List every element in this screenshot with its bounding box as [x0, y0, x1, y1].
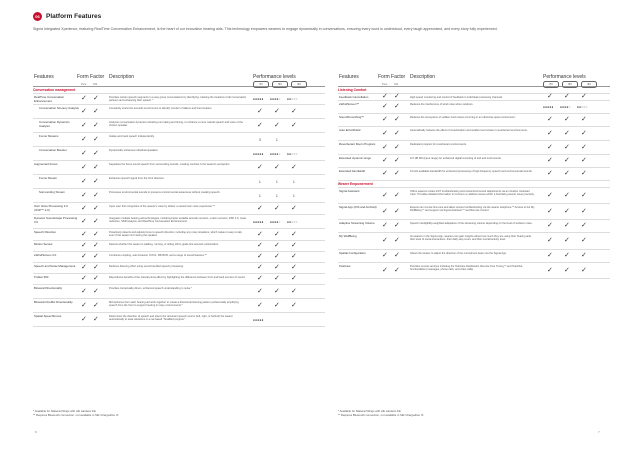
level-check-icon: ✓: [257, 230, 263, 238]
level-check-icon: ✓: [291, 121, 297, 129]
page-header: [33, 12, 101, 21]
silk-check-icon: ✓: [394, 252, 400, 259]
feature-name: Own Voice Processing 2.0 (OVP™ 2.0): [34, 204, 68, 212]
level-check-icon: ✓: [581, 237, 587, 244]
pure-check-icon: ✓: [81, 253, 87, 260]
silk-check-icon: ✓: [93, 121, 99, 129]
level-value: 1: [293, 193, 295, 198]
pure-check-icon: ✓: [382, 93, 388, 100]
left-row: [33, 189, 325, 203]
pure-check-icon: ✓: [81, 177, 87, 185]
level-check-icon: ✓: [547, 237, 553, 244]
level-value: ●●○○○: [287, 151, 298, 156]
silk-check-icon: ✓: [394, 170, 400, 177]
left-row: [33, 241, 325, 252]
pure-check-icon: ✓: [382, 266, 388, 274]
level-check-icon: ✓: [547, 157, 553, 164]
feature-name: Focus Streams: [39, 134, 59, 138]
feature-name: Binaural OneMic Directionality: [34, 300, 73, 304]
pure-check-icon: ✓: [382, 222, 388, 229]
feature-name: Surrounding Stream: [39, 190, 65, 194]
feature-description: Its wearers in the Signia App, wearers can gain insights about how much they are using their hearing aids, their level of social interactions, their daily step count, and their overall activity level.: [410, 235, 532, 242]
level-check-icon: ✓: [564, 222, 570, 229]
col-form-factor-header: Form Factor: [378, 74, 406, 80]
pure-check-icon: ✓: [382, 252, 388, 259]
level-check-icon: ✓: [564, 207, 570, 215]
col-form-factor-header: Form Factor: [77, 74, 105, 80]
pure-check-icon: ✓: [382, 170, 388, 177]
left-row: [33, 229, 325, 241]
col-description-header: Description: [410, 74, 436, 80]
level-check-icon: ✓: [257, 242, 263, 249]
feature-description: Processes environmental sounds to preserve environmental awareness without masking speech.: [109, 191, 221, 194]
level-check-icon: ✓: [547, 129, 553, 137]
level-value: ●●●●●: [253, 97, 264, 101]
feature-description: Enhances speech signal from the front direction.: [109, 177, 165, 180]
level-check-icon: ✓: [291, 242, 297, 249]
feature-description: Provides certain speech segments in a way group conversations by identifying, tracking the locations of all conversation partners and enhancing their speech.*: [109, 96, 247, 103]
silk-check-icon: ✓: [93, 191, 99, 199]
level-check-icon: ✓: [257, 264, 263, 271]
level-check-icon: ✓: [291, 204, 297, 212]
feature-description: Constantly scans the acoustic environment to identify number of talkers and their location.: [109, 107, 213, 110]
pure-check-icon: ✓: [81, 107, 87, 115]
level-check-icon: ✓: [274, 107, 280, 115]
silk-subheader: Silk: [93, 83, 98, 86]
silk-check-icon: ✓: [93, 217, 99, 225]
feature-description: Provides remote services including the TeleCare Dashboard, Remote Fine Tuning,** and TeleChat functionalities (messages, phone calls, and video calls).: [410, 265, 523, 272]
footnote: * Available for bilateral fittings with silk wireless link: [338, 409, 401, 413]
feature-name: Extended dynamic range: [339, 156, 371, 160]
silk-check-icon: ✓: [93, 204, 99, 212]
feature-description: Provides contextually-driven, enhanced speech understanding in noise.*: [109, 287, 192, 290]
level-value: 1: [276, 193, 278, 198]
empower-row: [338, 233, 610, 250]
left-row: [33, 215, 325, 229]
level-check-icon: ✓: [564, 266, 570, 274]
silk-check-icon: ✓: [394, 222, 400, 229]
level-value: 1: [276, 179, 278, 184]
level-value: ●●●●○: [270, 97, 281, 101]
level-pill: 3IX: [291, 81, 307, 88]
level-check-icon: ✓: [547, 116, 553, 123]
level-check-icon: ✓: [581, 116, 587, 123]
pure-check-icon: ✓: [81, 191, 87, 199]
level-check-icon: ✓: [274, 121, 280, 129]
left-row: [33, 133, 325, 147]
level-check-icon: ✓: [274, 204, 280, 212]
level-check-icon: ✓: [581, 170, 587, 177]
pure-check-icon: ✓: [81, 121, 87, 129]
feature-name: TruEar 360: [34, 275, 49, 279]
feature-name: Conversation Dynamics Analysis: [39, 120, 70, 128]
silk-check-icon: ✓: [93, 242, 99, 249]
feature-name: Spatial Configuration: [339, 251, 366, 255]
footnote: * Available for bilateral fittings with silk wireless link: [33, 409, 96, 413]
page-title: Platform Features: [46, 13, 102, 20]
feature-name: Adaptive Streaming Volume: [339, 221, 375, 225]
feature-description: Isolate and track speech independently.: [109, 135, 155, 138]
silk-check-icon: ✓: [394, 93, 400, 100]
level-check-icon: ✓: [257, 121, 263, 129]
feature-description: Automatically reduces the effect of reverberation and sudden loud noises in reverberant environments.: [410, 129, 528, 132]
level-pills: [543, 81, 597, 88]
comfort-row: [338, 114, 610, 127]
level-check-icon: ✓: [581, 191, 587, 199]
level-value: ●●○○○: [577, 105, 588, 109]
comfort-row: [338, 127, 610, 141]
left-row: [33, 313, 325, 327]
level-value: 1: [276, 137, 278, 142]
left-feature-table: [33, 74, 325, 327]
feature-name: Reverberant Room Program: [339, 142, 376, 146]
feature-description: High speed monitoring and control of feedback in individual processing channels.: [410, 96, 504, 99]
footnote: ** Requires Bluetooth connection, not available in Silk Charge&Go IX: [33, 412, 119, 417]
pure-check-icon: ✓: [81, 242, 87, 249]
silk-check-icon: ✓: [394, 237, 400, 244]
pure-check-icon: ✓: [382, 116, 388, 123]
feature-name: Spatial SpeechFocus: [34, 314, 62, 318]
level-value: ●●●●●: [253, 317, 264, 322]
feature-name: Motion Sensor: [34, 242, 53, 246]
level-check-icon: ✓: [274, 301, 280, 309]
right-footnotes: [338, 410, 424, 417]
page-number-left: 6: [35, 430, 37, 434]
silk-check-icon: ✓: [394, 157, 400, 164]
feature-name: Dynamic Soundscape Processing 3.0: [34, 216, 78, 224]
left-row: [33, 161, 325, 175]
pure-check-icon: ✓: [81, 230, 87, 238]
level-value: 3: [259, 137, 261, 142]
empower-row: [338, 204, 610, 220]
col-performance-header: Performance levels: [253, 74, 296, 80]
feature-name: Focus Stream: [39, 176, 57, 180]
feature-description: Experts can remote fine-tune and allow remote troubleshooting via the wearer telephone.** Access to the My WellBeing,** and support via Signia Assistant.** and Remote Control.: [410, 206, 535, 213]
level-check-icon: ✓: [274, 163, 280, 171]
level-check-icon: ✓: [274, 242, 280, 249]
level-check-icon: ✓: [547, 266, 553, 274]
intro-text: Signia Integrated Xperience, featuring RealTime Conversation Enhancement, is the heart of our innovative hearing aids. This technology empowers wearers to engage dynamically in conversations, ensuring every word is understood, every laugh appreciated, and every story fully experienced.: [33, 27, 498, 31]
level-check-icon: ✓: [564, 116, 570, 123]
level-check-icon: ✓: [547, 93, 553, 100]
pure-check-icon: ✓: [382, 143, 388, 151]
level-check-icon: ✓: [291, 253, 297, 260]
silk-check-icon: ✓: [93, 253, 99, 260]
feature-description: Reduces listening effort using sound handled speech processing.: [109, 265, 184, 268]
level-value: ●●●●●: [253, 151, 264, 156]
left-row: [33, 274, 325, 285]
section-badge: 06: [33, 12, 42, 21]
feature-name: Extended bandwidth: [339, 169, 366, 173]
pure-subheader: Pure: [382, 83, 388, 86]
feature-name: eWindScreen 4.0: [34, 253, 57, 257]
right-feature-table: [338, 74, 610, 279]
feature-description: Reduces the interference of wind noise when outdoors.: [410, 103, 474, 106]
comfort-row: [338, 101, 610, 114]
feature-description: Upon user first recognition of the wearer's voice by deliver a natural own voice experience.**: [109, 205, 215, 208]
pure-check-icon: ✓: [81, 264, 87, 271]
level-value: 1: [259, 179, 261, 184]
level-check-icon: ✓: [564, 170, 570, 177]
feature-description: 117 dB SPL(input range) for enhanced digital recording of soft and loud sounds.: [410, 157, 502, 160]
section-title: Wearer Empowerment: [338, 181, 610, 188]
comfort-row: [338, 155, 610, 168]
level-check-icon: ✓: [257, 275, 263, 282]
level-check-icon: ✓: [291, 107, 297, 115]
pure-check-icon: ✓: [382, 207, 388, 215]
pure-check-icon: ✓: [81, 275, 87, 282]
feature-name: Feedback Cancellation: [339, 95, 369, 99]
pure-check-icon: ✓: [382, 191, 388, 199]
empower-row: [338, 220, 610, 233]
pure-subheader: Pure: [81, 83, 87, 86]
silk-check-icon: ✓: [93, 177, 99, 185]
level-check-icon: ✓: [564, 129, 570, 137]
feature-name: My WellBeing: [339, 234, 357, 238]
pure-check-icon: ✓: [81, 301, 87, 309]
level-pill: 5IX: [562, 81, 578, 88]
level-value: 1: [293, 179, 295, 184]
feature-description: Detects whether the wearer is walking, running, or sitting still to guide fine acoustic optimization.: [109, 243, 219, 246]
level-value: ●●○○○: [287, 219, 298, 224]
level-value: ●●●●○: [270, 219, 281, 224]
level-check-icon: ✓: [291, 163, 297, 171]
silk-check-icon: ✓: [394, 266, 400, 274]
silk-check-icon: ✓: [394, 129, 400, 137]
level-pill: 7IX: [543, 81, 559, 88]
level-check-icon: ✓: [564, 157, 570, 164]
table-header: [338, 74, 610, 87]
silk-check-icon: ✓: [93, 287, 99, 295]
level-check-icon: ✓: [291, 287, 297, 295]
silk-check-icon: ✓: [93, 163, 99, 171]
level-check-icon: ✓: [291, 301, 297, 309]
pure-check-icon: ✓: [81, 287, 87, 295]
feature-description: Reduces the annoyance of sudden loud noises occurring in an otherwise quiet environment.: [410, 116, 516, 119]
level-check-icon: ✓: [257, 204, 263, 212]
level-check-icon: ✓: [564, 237, 570, 244]
level-check-icon: ✓: [581, 222, 587, 229]
left-row: [33, 105, 325, 119]
level-pill: 5IX: [272, 81, 288, 88]
level-check-icon: ✓: [581, 129, 587, 137]
level-check-icon: ✓: [274, 230, 280, 238]
footnote: ** Requires Bluetooth connection, not available in Silk Charge&Go IX: [338, 412, 424, 417]
level-check-icon: ✓: [564, 252, 570, 259]
pure-check-icon: ✓: [382, 237, 388, 244]
level-check-icon: ✓: [547, 143, 553, 151]
left-footnotes: [33, 410, 119, 417]
level-value: ●●●●○: [270, 151, 281, 156]
level-check-icon: ✓: [547, 170, 553, 177]
feature-description: Combines coupling, auto binaural, OVCS, FBI BCB, and a range of sound features.**: [109, 254, 207, 257]
feature-name: Conversation Scenery Analysis: [39, 106, 79, 110]
level-pill: 7IX: [253, 81, 269, 88]
level-check-icon: ✓: [564, 143, 570, 151]
level-check-icon: ✓: [257, 163, 263, 171]
feature-name: RealTime Conversation Enhancement: [34, 95, 65, 103]
feature-name: Augmented Focus: [34, 162, 58, 166]
empower-row: [338, 188, 610, 204]
level-check-icon: ✓: [291, 230, 297, 238]
level-value: ●●●●●: [543, 105, 554, 109]
col-performance-header: Performance levels: [543, 74, 586, 80]
left-row: [33, 285, 325, 299]
silk-check-icon: ✓: [93, 107, 99, 115]
silk-subheader: Silk: [394, 83, 399, 86]
level-check-icon: ✓: [291, 275, 297, 282]
feature-description: Offers wearers instant 24/7 troubleshooting and customized sound adjustments via an intuitive 'Assistant Care'. Provides detailed information to Connexx to address issues which a frustrating wearer issue precisely.: [410, 190, 535, 197]
page-number-right: 7: [598, 430, 600, 434]
comfort-row: [338, 168, 610, 181]
level-check-icon: ✓: [547, 252, 553, 259]
level-check-icon: ✓: [274, 275, 280, 282]
level-check-icon: ✓: [291, 264, 297, 271]
left-row: [33, 94, 325, 105]
pure-check-icon: ✓: [382, 157, 388, 164]
level-check-icon: ✓: [581, 143, 587, 151]
feature-description: Dedicated program for reverberant environments.: [410, 143, 467, 146]
left-row: [33, 175, 325, 189]
left-row: [33, 263, 325, 274]
level-check-icon: ✓: [581, 266, 587, 274]
pure-check-icon: ✓: [81, 135, 87, 143]
silk-check-icon: ✓: [394, 207, 400, 215]
level-check-icon: ✓: [581, 157, 587, 164]
feature-description: Proactively detects and adjusts focus to speech direction, including any noisy situations, which makes it easy to talk, even if the wearer isn't facing the speaker.: [109, 231, 243, 238]
col-description-header: Description: [109, 74, 135, 80]
feature-description: Integrates multiple hearing aid technologies, including better scalable acoustic sensors, motion sensors, DSP 2.0, noise reduction, SNR analysis, and RealTime Conversation Enhancement.: [109, 217, 247, 224]
level-check-icon: ✓: [257, 301, 263, 309]
col-features-header: Features: [34, 74, 54, 80]
left-row: [33, 119, 325, 133]
table-header: [33, 74, 325, 87]
silk-check-icon: ✓: [93, 149, 99, 157]
silk-check-icon: ✓: [93, 95, 99, 102]
feature-name: Speech Direction: [34, 230, 57, 234]
level-check-icon: ✓: [257, 287, 263, 295]
level-value: ●●●●●: [253, 219, 264, 224]
pure-check-icon: ✓: [382, 129, 388, 137]
pure-check-icon: ✓: [81, 95, 87, 102]
feature-description: Reproduces benefits of the natural pinna effect by highlighting the difference between front and back sources of sound.: [109, 276, 246, 279]
feature-name: Signia Assistant: [339, 189, 360, 193]
silk-check-icon: ✓: [93, 135, 99, 143]
level-pill: 3IX: [581, 81, 597, 88]
level-check-icon: ✓: [274, 253, 280, 260]
level-check-icon: ✓: [547, 191, 553, 199]
level-check-icon: ✓: [257, 107, 263, 115]
feature-name: Speech and Noise Management: [34, 264, 76, 268]
level-check-icon: ✓: [581, 93, 587, 100]
level-check-icon: ✓: [274, 264, 280, 271]
feature-name: eWindScreen™: [339, 102, 360, 106]
feature-name: Auto EchoShield: [339, 128, 361, 132]
level-check-icon: ✓: [547, 207, 553, 215]
level-check-icon: ✓: [581, 207, 587, 215]
level-value: ●●○○○: [287, 97, 298, 101]
level-value: ●●●●○: [560, 105, 571, 109]
level-check-icon: ✓: [257, 253, 263, 260]
feature-description: Determines the direction of speech and steers the dominant speech source (left, right, or behind) the wearer automatically to ease situations in a car-based "SinaBed program".: [109, 315, 233, 322]
silk-check-icon: ✓: [93, 315, 99, 323]
left-row: [33, 252, 325, 263]
left-row: [33, 203, 325, 215]
feature-name: TeleCare: [339, 264, 351, 268]
feature-name: SoundSmoothing™: [339, 115, 365, 119]
feature-name: Binaural Directionality: [34, 286, 62, 290]
pure-check-icon: ✓: [382, 103, 388, 110]
silk-check-icon: ✓: [394, 191, 400, 199]
pure-check-icon: ✓: [81, 217, 87, 225]
level-value: 1: [259, 193, 261, 198]
silk-check-icon: ✓: [93, 275, 99, 282]
empower-row: [338, 250, 610, 263]
feature-description: Microphones from each hearing aid work together to create a directional listening pattern preferentially amplifying speech from the front to support hearing in noisy environments.*: [109, 301, 239, 308]
feature-description: 12 kHz available bandwidth for enhanced processing of high-frequency speech and environmental sounds.: [410, 170, 533, 173]
silk-check-icon: ✓: [93, 301, 99, 309]
silk-check-icon: ✓: [394, 143, 400, 151]
silk-check-icon: ✓: [93, 230, 99, 238]
empower-row: [338, 263, 610, 279]
comfort-row: [338, 141, 610, 155]
pure-check-icon: ✓: [81, 149, 87, 157]
silk-check-icon: ✓: [93, 264, 99, 271]
feature-description: Separates the focus sound speech from surrounding sounds, creating contrast in the wearer's perception.: [109, 163, 231, 166]
level-check-icon: ✓: [564, 93, 570, 100]
feature-description: Speech intelligibility-weighted adaptation of the streaming volume depending on the level of ambient noise.: [410, 222, 533, 225]
col-features-header: Features: [339, 74, 359, 80]
comfort-row: [338, 94, 610, 101]
section-title: Conversation management: [33, 87, 325, 94]
pure-check-icon: ✓: [81, 315, 87, 323]
feature-name: Signia App (iOS and Android): [339, 205, 377, 209]
level-check-icon: ✓: [547, 222, 553, 229]
pure-check-icon: ✓: [81, 163, 87, 171]
pure-check-icon: ✓: [81, 204, 87, 212]
feature-name: Conversation Booster: [39, 148, 67, 152]
feature-description: Analyzes conversation dynamics including turn taking and timing, to enhance a more natural speech and voice of the chosen speaker.: [109, 121, 243, 128]
level-check-icon: ✓: [564, 191, 570, 199]
level-check-icon: ✓: [274, 287, 280, 295]
feature-description: Dynamically enhances individual speakers.: [109, 149, 159, 152]
left-row: [33, 299, 325, 313]
section-title: Listening Comfort: [338, 87, 610, 94]
level-pills: [253, 81, 307, 88]
level-check-icon: ✓: [581, 252, 587, 259]
silk-check-icon: ✓: [394, 103, 400, 110]
feature-description: Allows the wearer to adjust the direction of the microphone beam via the Signia App.: [410, 252, 507, 255]
silk-check-icon: ✓: [394, 116, 400, 123]
left-row: [33, 147, 325, 161]
